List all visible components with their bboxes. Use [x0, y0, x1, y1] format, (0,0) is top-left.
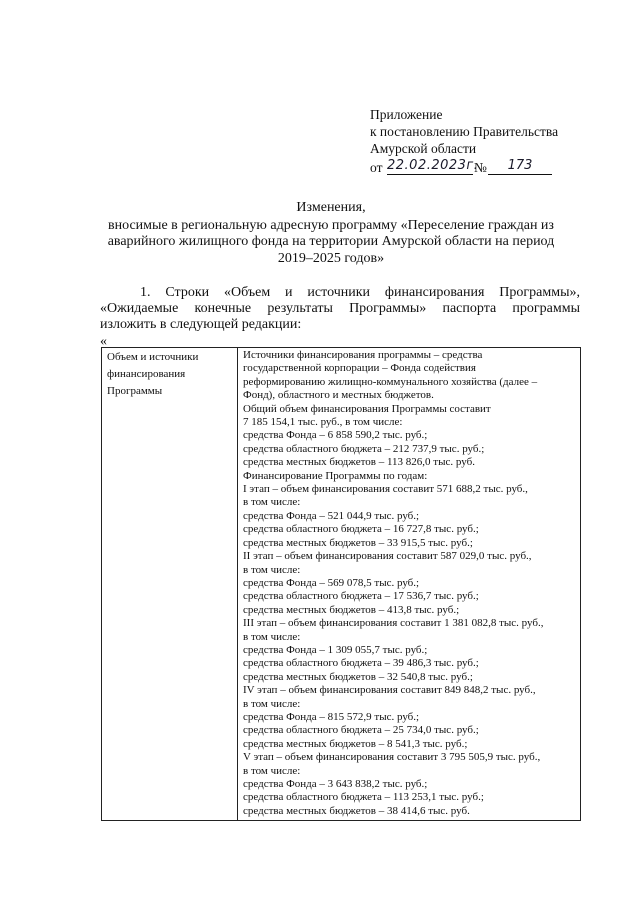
funding-line: средства Фонда – 815 572,9 тыс. руб.; [243, 710, 420, 723]
label-line: Объем и источники [107, 351, 199, 363]
amendment-paragraph [100, 285, 580, 333]
funding-line: средства местных бюджетов – 33 915,5 тыс. руб.; [243, 536, 473, 549]
funding-line: в том числе: [243, 764, 301, 777]
heading-title: Изменения, [296, 200, 366, 215]
table-row [102, 348, 581, 821]
appendix-line: Приложение [370, 107, 443, 122]
funding-line: средства областного бюджета – 17 536,7 тыс. руб.; [243, 590, 479, 603]
funding-line: в том числе: [243, 697, 301, 710]
handwritten-number: 173 [488, 157, 552, 175]
label-line: Программы [107, 385, 163, 397]
heading-subtitle-line: аварийного жилищного фонда на территории Амурской области на период [107, 234, 555, 249]
funding-line: в том числе: [243, 630, 301, 643]
paragraph-line: изложить в следующей редакции: [100, 317, 302, 332]
funding-line: реформированию жилищно-коммунального хозяйства (далее – [243, 375, 538, 388]
number-prefix: № [474, 160, 487, 175]
funding-line: средства местных бюджетов – 413,8 тыс. руб.; [243, 603, 460, 616]
row-content-cell [238, 348, 581, 821]
funding-line: государственной корпорации – Фонда содействия [243, 362, 476, 375]
appendix-block [370, 106, 620, 177]
funding-line: Финансирование Программы по годам: [243, 469, 428, 482]
funding-line: средства областного бюджета – 113 253,1 тыс. руб.; [243, 791, 484, 804]
heading-subtitle-line: вносимые в региональную адресную программу «Переселение граждан из [108, 217, 554, 233]
funding-line: I этап – объем финансирования составит 571 688,2 тыс. руб., [243, 483, 528, 496]
heading-subtitle-line: 2019–2025 годов» [277, 250, 385, 266]
funding-line: средства местных бюджетов – 8 541,3 тыс. руб.; [243, 737, 468, 750]
funding-line: 7 185 154,1 тыс. руб., в том числе: [243, 416, 403, 429]
funding-line: Источники финансирования программы – средства [243, 349, 483, 361]
funding-line: средства местных бюджетов – 113 826,0 тыс. руб. [243, 456, 475, 469]
paragraph-line: «Ожидаемые конечные результаты Программы» паспорта программы [100, 301, 580, 316]
funding-line: Общий объем финансирования Программы составит [243, 402, 491, 415]
funding-line: V этап – объем финансирования составит 3 795 505,9 тыс. руб., [243, 751, 541, 764]
funding-line: в том числе: [243, 496, 301, 509]
funding-line: средства Фонда – 3 643 838,2 тыс. руб.; [243, 778, 428, 790]
funding-line: II этап – объем финансирования составит 587 029,0 тыс. руб., [243, 550, 532, 563]
funding-line: средства Фонда – 521 044,9 тыс. руб.; [243, 509, 420, 522]
funding-line: средства местных бюджетов – 32 540,8 тыс. руб.; [243, 670, 473, 683]
funding-line: IV этап – объем финансирования составит 849 848,2 тыс. руб., [243, 684, 536, 697]
funding-line: средства областного бюджета – 39 486,3 тыс. руб.; [243, 657, 479, 670]
opening-quote-mark: « [100, 334, 107, 349]
label-line: финансирования [107, 368, 186, 380]
funding-line: средства Фонда – 569 078,5 тыс. руб.; [243, 576, 420, 589]
funding-line: средства областного бюджета – 16 727,8 тыс. руб.; [243, 523, 479, 536]
resolution-date-number-line [370, 157, 620, 177]
date-prefix: от [370, 160, 383, 175]
funding-line: средства Фонда – 6 858 590,2 тыс. руб.; [243, 429, 428, 442]
handwritten-date: 22.02.2023г. [387, 158, 479, 173]
appendix-line: к постановлению Правительства [370, 124, 559, 139]
row-label-cell [102, 348, 238, 821]
paragraph-line: 1. Строки «Объем и источники финансирования Программы», [140, 285, 580, 300]
funding-line: средства областного бюджета – 25 734,0 тыс. руб.; [243, 724, 479, 737]
document-heading [96, 200, 566, 267]
funding-line: средства областного бюджета – 212 737,9 тыс. руб.; [243, 442, 485, 455]
funding-line: средства Фонда – 1 309 055,7 тыс. руб.; [243, 643, 428, 656]
funding-line: в том числе: [243, 563, 301, 576]
funding-line: Фонд), областного и местных бюджетов. [243, 389, 434, 402]
funding-line: средства местных бюджетов – 38 414,6 тыс. руб. [243, 804, 470, 817]
funding-line: III этап – объем финансирования составит 1 381 082,8 тыс. руб., [243, 617, 544, 630]
appendix-line: Амурской области [370, 141, 477, 156]
program-passport-table [101, 347, 581, 821]
